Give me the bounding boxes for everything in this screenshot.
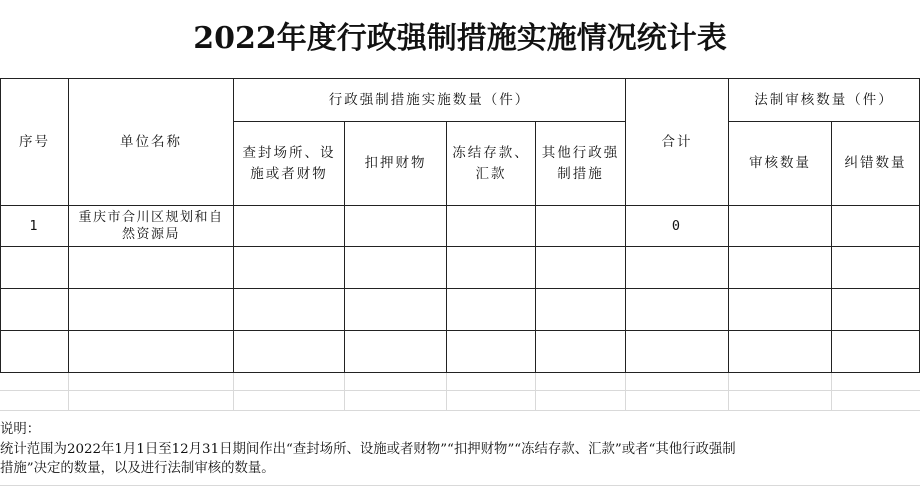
header-freeze-deposits: 冻结存款、汇款 — [447, 122, 536, 206]
empty-cell — [626, 247, 729, 289]
cell-freeze-deposits — [447, 206, 536, 247]
statistics-table — [0, 78, 920, 373]
empty-cell — [447, 331, 536, 373]
empty-cell — [234, 247, 345, 289]
empty-cell — [69, 289, 234, 331]
empty-cell — [447, 247, 536, 289]
empty-cell — [1, 289, 69, 331]
empty-cell — [447, 289, 536, 331]
empty-cell — [626, 289, 729, 331]
empty-cell — [69, 331, 234, 373]
empty-cell — [1, 247, 69, 289]
note-label: 说明： — [0, 422, 41, 437]
header-total: 合计 — [626, 79, 729, 206]
empty-cell — [729, 247, 832, 289]
cell-other-measures — [536, 206, 626, 247]
explanation-note — [0, 420, 920, 479]
cell-total: 0 — [626, 206, 729, 247]
header-serial: 序号 — [1, 79, 69, 206]
header-seal-places: 查封场所、设施或者财物 — [234, 122, 345, 206]
header-enforcement-group: 行政强制措施实施数量（件） — [234, 79, 626, 122]
empty-cell — [729, 331, 832, 373]
note-line-1: 统计范围为2022年1月1日至12月31日期间作出“查封场所、设施或者财物”“扣押财物”“冻结存款、汇款”或者“其他行政强制 — [0, 441, 736, 457]
page-title: 2022年度行政强制措施实施情况统计表 — [193, 21, 727, 56]
header-other-measures: 其他行政强制措施 — [536, 122, 626, 206]
note-line-2: 措施”决定的数量，以及进行法制审核的数量。 — [0, 461, 275, 476]
cell-correction-count — [832, 206, 920, 247]
empty-cell — [832, 289, 920, 331]
table-row-empty — [1, 247, 920, 289]
cell-seize-property — [345, 206, 447, 247]
empty-cell — [832, 331, 920, 373]
cell-review-count — [729, 206, 832, 247]
table-row-empty — [1, 331, 920, 373]
table-row-empty — [1, 289, 920, 331]
header-review-count: 审核数量 — [729, 122, 832, 206]
empty-cell — [536, 289, 626, 331]
empty-cell — [536, 247, 626, 289]
header-legal-review-group: 法制审核数量（件） — [729, 79, 920, 122]
empty-cell — [345, 289, 447, 331]
empty-cell — [345, 247, 447, 289]
header-seize-property: 扣押财物 — [345, 122, 447, 206]
empty-cell — [626, 331, 729, 373]
cell-unit-name: 重庆市合川区规划和自然资源局 — [69, 206, 234, 247]
empty-cell — [345, 331, 447, 373]
header-correction-count: 纠错数量 — [832, 122, 920, 206]
cell-serial: 1 — [1, 206, 69, 247]
cell-seal-places — [234, 206, 345, 247]
empty-cell — [234, 289, 345, 331]
table-row — [1, 206, 920, 247]
empty-cell — [234, 331, 345, 373]
empty-cell — [69, 247, 234, 289]
empty-cell — [832, 247, 920, 289]
empty-cell — [536, 331, 626, 373]
empty-cell — [729, 289, 832, 331]
header-unit-name: 单位名称 — [69, 79, 234, 206]
empty-cell — [1, 331, 69, 373]
